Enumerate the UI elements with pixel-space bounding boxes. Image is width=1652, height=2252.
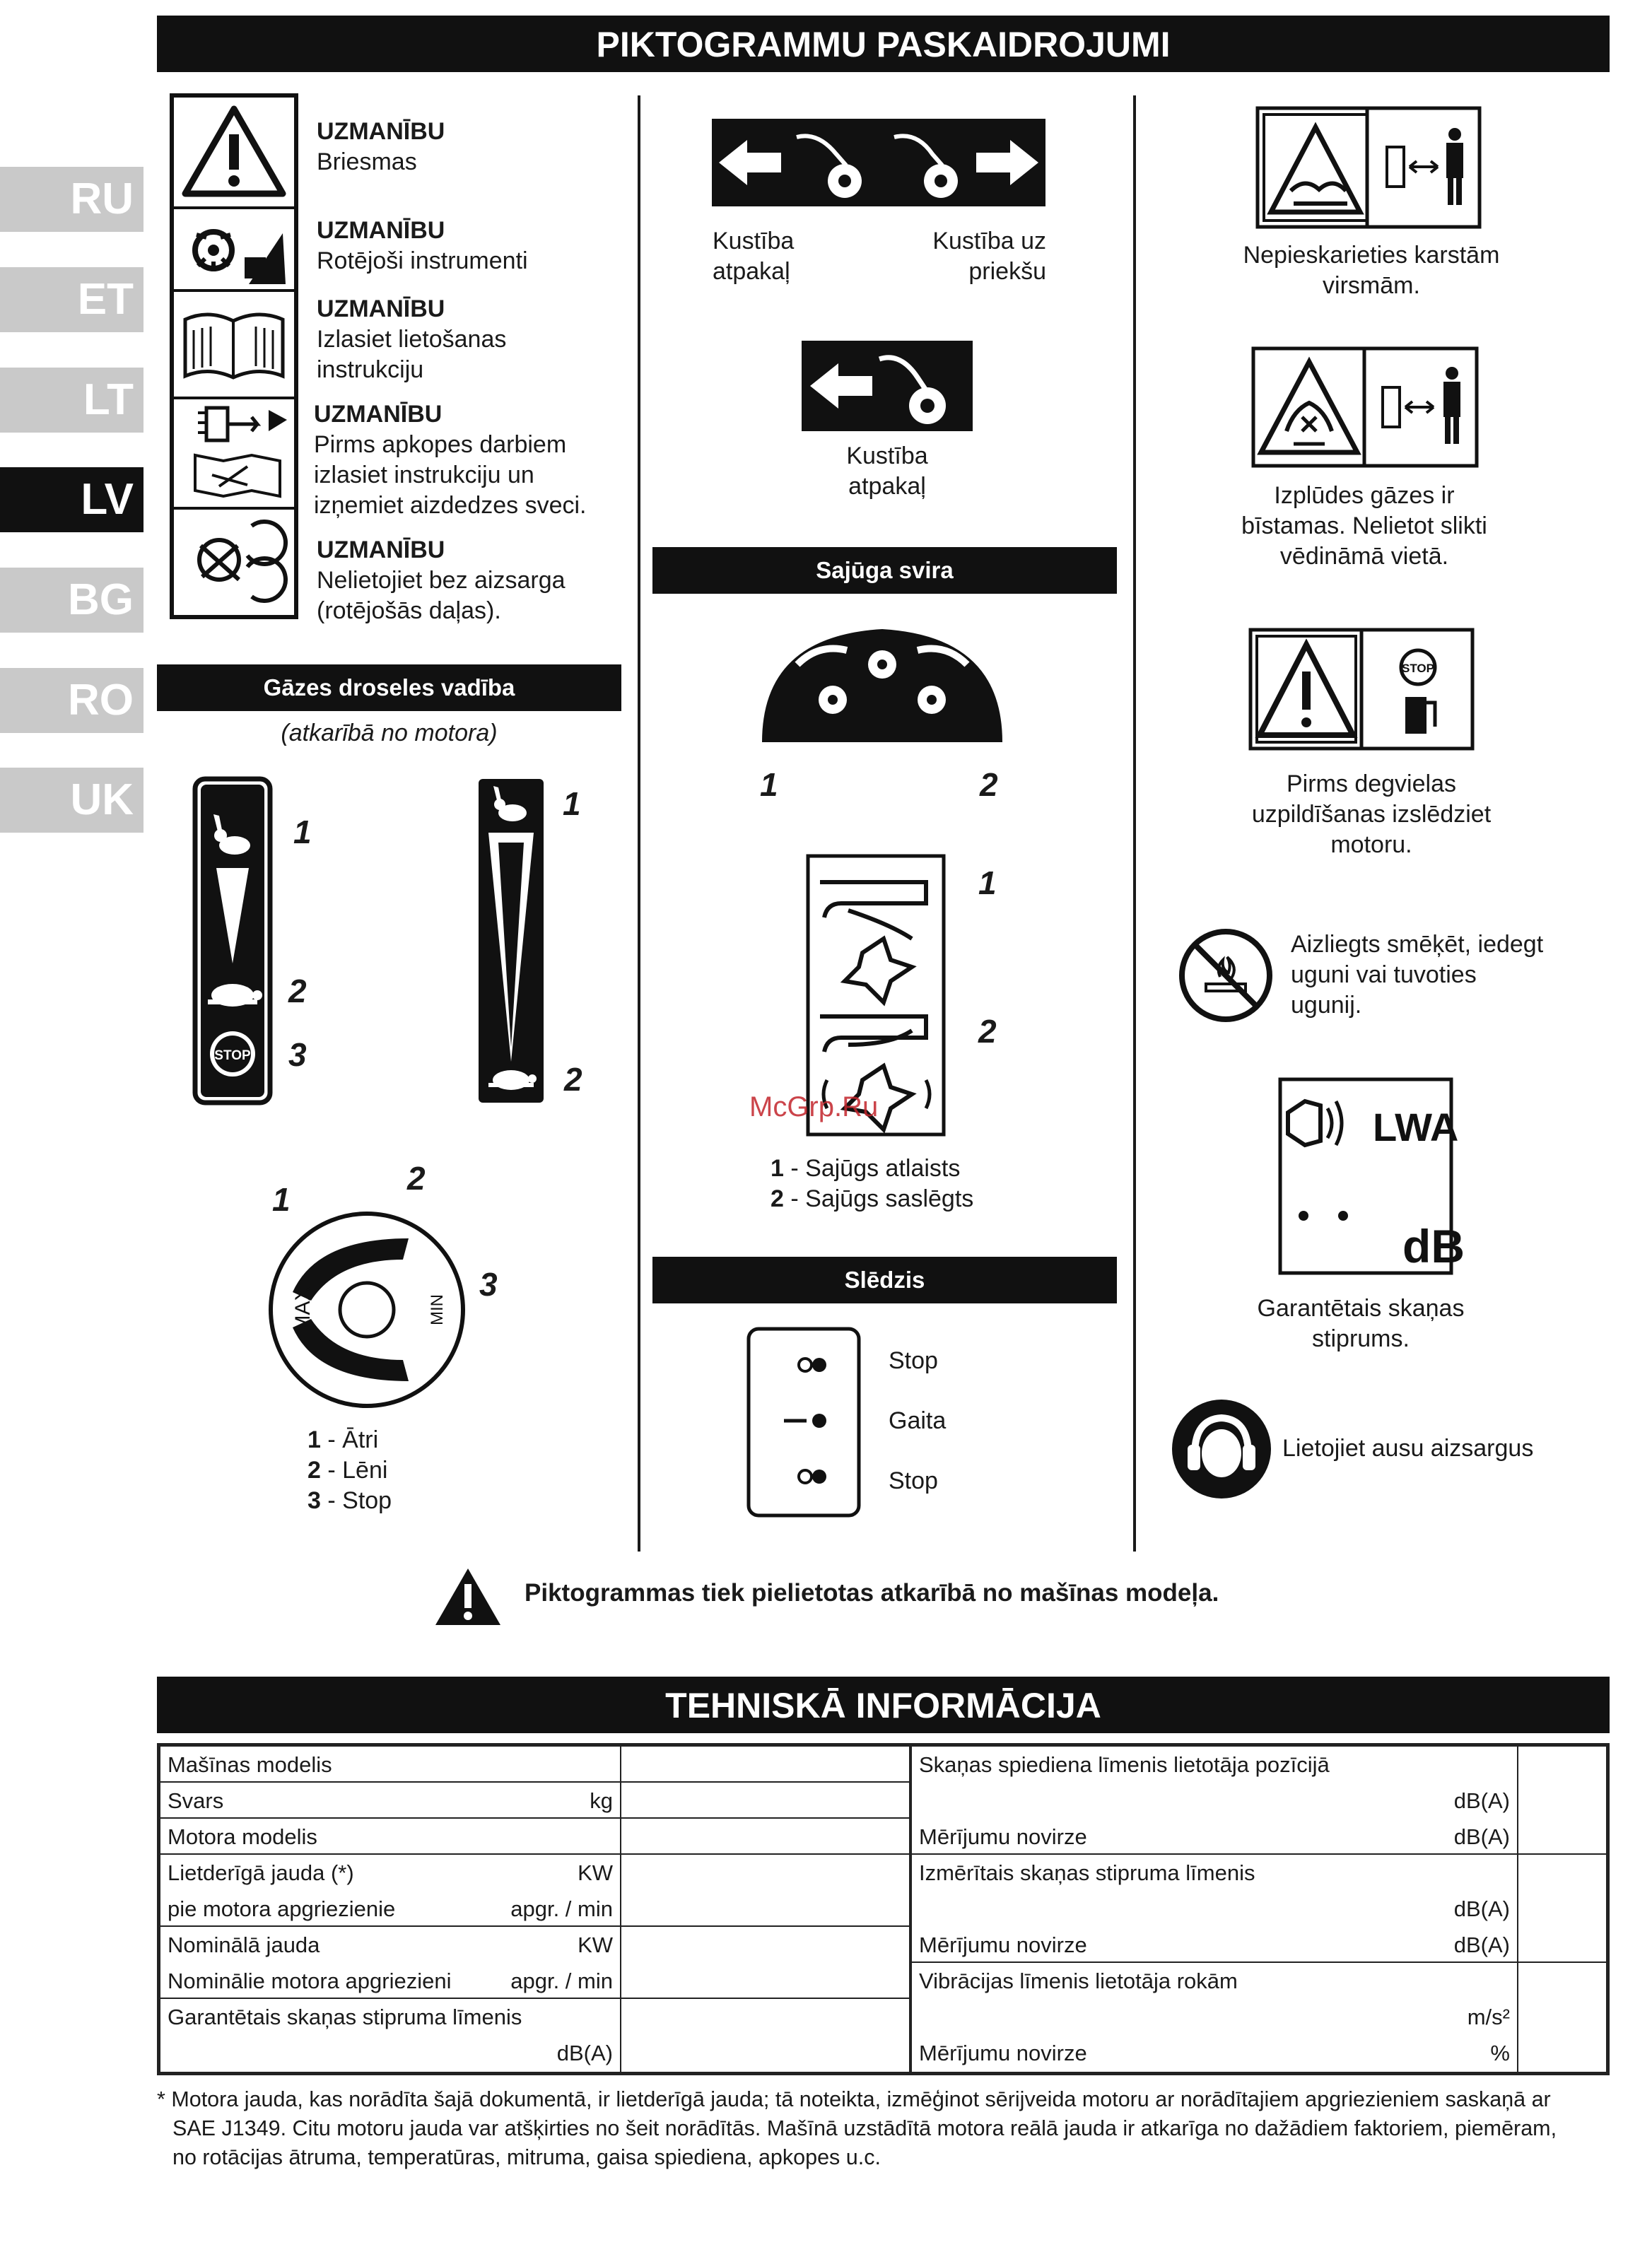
warning-title: UZMANĪBU	[317, 295, 445, 322]
dial-num-2: 2	[407, 1160, 426, 1197]
value-cell[interactable]	[621, 1783, 909, 1819]
value-cell[interactable]	[621, 1855, 909, 1927]
legend-item: 2 - Sajūgs saslēgts	[771, 1185, 974, 1212]
value-cell[interactable]	[1518, 1855, 1606, 1963]
lang-tab-lv[interactable]: LV	[0, 467, 143, 532]
clutch-legend	[771, 1154, 973, 1214]
watermark: McGrp.Ru	[749, 1091, 879, 1122]
clutch-num-2: 2	[980, 766, 998, 803]
tech-row: m/s²	[1467, 2005, 1510, 2029]
no-smoking-text: Aizliegts smēķēt, iedegt uguni vai tuvoties ugunij.	[1291, 931, 1544, 1019]
clutch-section-title: Sajūga svira	[652, 547, 1117, 594]
dial-num-3: 3	[479, 1266, 498, 1303]
tech-row: Svars kg	[160, 1783, 620, 1819]
lwa-label: LWA	[1373, 1105, 1459, 1149]
sound-power-icon	[1278, 1077, 1465, 1275]
lang-tab-ru[interactable]: RU	[0, 167, 143, 232]
throttle-num-2: 2	[288, 973, 307, 1009]
move-fwd-label: Kustība uz priekšu	[932, 228, 1046, 285]
dial-num-1: 1	[272, 1181, 291, 1218]
throttle-dial	[267, 1210, 467, 1409]
tech-info-table	[157, 1743, 1610, 2075]
model-note: Piktogrammas tiek pielietotas atkarībā no mašīnas modeļa.	[525, 1579, 1219, 1607]
footnote-line: * Motora jauda, kas norādīta šajā dokumentā, ir lietderīgā jauda; tā noteikta, izmēģinot sērijveida motoru ar norādītajiem apgriezieniem saskaņā ar	[157, 2087, 1551, 2111]
tech-row: Skaņas spiediena līmenis lietotāja pozīcijā	[919, 1752, 1330, 1777]
tech-left-labels	[160, 1746, 621, 2072]
warning-line: Pirms apkopes darbiem	[314, 431, 567, 458]
tech-row: dB(A)	[1453, 1896, 1510, 1921]
warning-line: Nelietojiet bez aizsarga	[317, 567, 566, 594]
throttle-section-title: Gāzes droseles vadība	[157, 664, 621, 711]
throttle-num-1: 1	[293, 814, 312, 850]
tech-row: Lietderīgā jauda (*) KW	[168, 1860, 613, 1885]
sound-power-text: Garantētais skaņas stiprums.	[1257, 1295, 1465, 1352]
tech-left-values	[621, 1746, 910, 2072]
refuel-warning-icon	[1248, 628, 1475, 751]
tech-row: Motora modelis	[160, 1819, 620, 1855]
tech-row: dB(A)	[1453, 1788, 1510, 1813]
throttle2-num-1: 1	[563, 785, 581, 822]
ear-protection-text: Lietojiet ausu aizsargus	[1282, 1435, 1534, 1462]
warning-line: Rotējoši instrumenti	[317, 247, 528, 274]
exhaust-gas-text: Izplūdes gāzes ir bīstamas. Nelietot slikti vēdināmā vietā.	[1241, 482, 1487, 570]
tech-row: Mašīnas modelis	[160, 1747, 620, 1783]
switch-label-run: Gaita	[889, 1407, 947, 1434]
no-smoking-icon	[1178, 927, 1274, 1024]
tech-row: Mērījumu novirze dB(A)	[912, 1819, 1517, 1855]
clutch-num-1: 1	[760, 766, 778, 803]
legend-item: 3 - Stop	[307, 1487, 392, 1514]
warning-text-1	[317, 117, 445, 177]
clutch-pos-num-2: 2	[978, 1013, 997, 1050]
value-cell[interactable]	[1518, 1747, 1606, 1855]
value-cell[interactable]	[621, 1819, 909, 1855]
warning-line: instrukciju	[317, 356, 424, 383]
tech-row: dB(A)	[556, 2041, 613, 2065]
value-cell[interactable]	[621, 1747, 909, 1783]
ear-protection-icon	[1171, 1398, 1272, 1500]
switch-icon	[746, 1326, 862, 1518]
lang-tab-ro[interactable]: RO	[0, 668, 143, 733]
movement-both-directions-icon	[712, 119, 1045, 206]
switch-label-stop-2: Stop	[889, 1467, 938, 1494]
tech-right-labels	[910, 1746, 1518, 2072]
legend-item: 1 - Sajūgs atlaists	[771, 1155, 961, 1182]
warning-line: Izlasiet lietošanas	[317, 326, 507, 353]
footnote-line: no rotācijas ātruma, temperatūras, mitruma, gaisa spiediena, apkopes u.c.	[172, 2145, 881, 2169]
warning-title: UZMANĪBU	[317, 217, 445, 244]
warning-line: izlasiet instrukciju un	[314, 462, 534, 488]
legend-item: 1 - Ātri	[307, 1426, 379, 1453]
tech-right-values	[1518, 1746, 1607, 2072]
warning-text-2	[317, 216, 528, 276]
value-cell[interactable]	[621, 1927, 909, 1999]
legend-item: 2 - Lēni	[307, 1457, 388, 1484]
warning-line: izņemiet aizdedzes sveci.	[314, 492, 587, 519]
throttle2-num-2: 2	[564, 1061, 582, 1098]
throttle-subtitle: (atkarībā no motora)	[281, 720, 498, 746]
warning-text-3	[317, 294, 506, 385]
lang-tab-et[interactable]: ET	[0, 267, 143, 332]
move-back-label: Kustība atpakaļ	[713, 228, 795, 285]
warning-text-5	[317, 535, 566, 626]
lang-tab-uk[interactable]: UK	[0, 768, 143, 833]
refuel-text: Pirms degvielas uzpildīšanas izslēdziet motoru.	[1251, 770, 1492, 858]
column-divider	[638, 95, 640, 1552]
warning-icon-stack	[170, 93, 298, 619]
page-title: PIKTOGRAMMU PASKAIDROJUMI	[157, 16, 1610, 72]
stop-label: STOP	[214, 1048, 251, 1063]
tech-row: Mērījumu novirze %	[919, 2041, 1510, 2065]
refuel-stop-label: STOP	[1402, 662, 1434, 675]
warning-triangle-icon	[433, 1566, 503, 1628]
tech-info-title: TEHNISKĀ INFORMĀCIJA	[157, 1677, 1610, 1733]
exhaust-gas-icon	[1251, 346, 1479, 468]
move-back2-label: Kustība atpakaļ	[846, 442, 928, 500]
warning-line: (rotējošās daļas).	[317, 597, 501, 624]
dial-max-label: MAX	[291, 1286, 315, 1333]
tech-row: pie motora apgriezienie apgr. / min	[160, 1891, 620, 1927]
value-cell[interactable]	[1518, 1963, 1606, 2069]
lang-tab-bg[interactable]: BG	[0, 568, 143, 633]
tech-row: Vibrācijas līmenis lietotāja rokām	[919, 1969, 1238, 1993]
movement-reverse-icon	[802, 341, 973, 431]
throttle-num-3: 3	[288, 1036, 307, 1073]
warning-line: Briesmas	[317, 148, 417, 175]
throttle-lever-panel-2	[479, 779, 544, 1103]
throttle-lever-panel-1	[192, 776, 273, 1106]
tech-row: Izmērītais skaņas stipruma līmenis	[919, 1860, 1255, 1885]
footnote-line: SAE J1349. Citu motoru jauda var atšķirties no šeit norādītās. Mašīnā uzstādītā motora reālā jauda ir atkarīga no dažādiem faktoriem, piemēram,	[172, 2116, 1557, 2140]
tech-row: Garantētais skaņas stipruma līmenis	[168, 2005, 522, 2029]
clutch-lever-icon	[755, 622, 1009, 749]
tech-row: Nominālie motora apgriezieni apgr. / min	[160, 1963, 620, 1999]
dial-min-label: MIN	[428, 1294, 447, 1325]
throttle-legend	[307, 1425, 392, 1516]
clutch-pos-num-1: 1	[978, 864, 997, 901]
switch-section-title: Slēdzis	[652, 1257, 1117, 1303]
value-cell[interactable]	[621, 1999, 909, 2070]
tech-row: Mērījumu novirze dB(A)	[912, 1927, 1517, 1963]
db-label: dB	[1402, 1220, 1465, 1272]
lang-tab-lt[interactable]: LT	[0, 368, 143, 433]
hot-surface-icon	[1255, 106, 1482, 229]
warning-title: UZMANĪBU	[317, 536, 445, 563]
hot-surface-text: Nepieskarieties karstām virsmām.	[1243, 242, 1500, 299]
warning-title: UZMANĪBU	[317, 118, 445, 145]
warning-title: UZMANĪBU	[314, 401, 443, 428]
switch-label-stop-1: Stop	[889, 1347, 938, 1374]
warning-text-4	[314, 399, 587, 521]
tech-row: Nominālā jauda KW	[168, 1933, 613, 1957]
footnote	[157, 2085, 1613, 2172]
column-divider	[1133, 95, 1136, 1552]
